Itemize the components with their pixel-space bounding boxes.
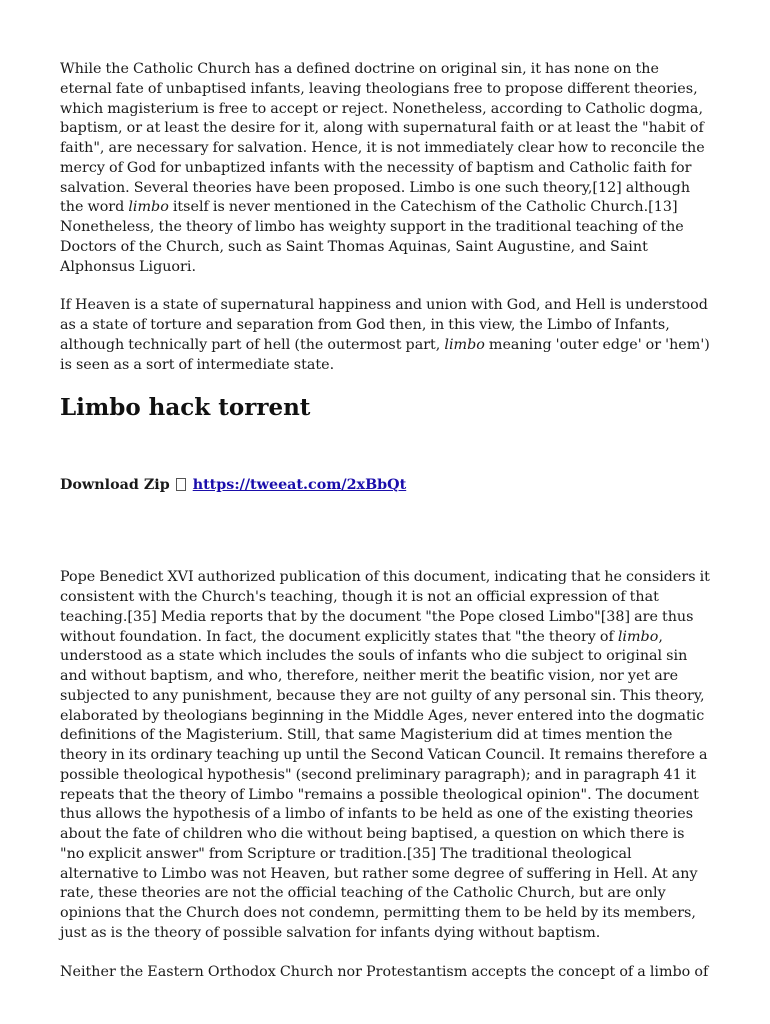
italic-limbo: limbo <box>128 199 169 216</box>
paragraph-text: Pope Benedict XVI authorized publication of this document, indicating that he considers it consistent with the Church's teaching, though it is not an official expression of that teaching.[35] Media reports that by the document "the Pope closed Limbo"[38] are thus without foundation. In fact, the document explicitly states that "the theory of <box>60 569 710 645</box>
paragraph-pope-benedict <box>60 568 710 943</box>
download-line <box>60 475 710 495</box>
paragraph-original-sin <box>60 60 710 277</box>
arrow-icon <box>176 478 186 491</box>
paragraph-eastern-orthodox: Neither the Eastern Orthodox Church nor Protestantism accepts the concept of a limbo of <box>60 963 709 980</box>
italic-limbo: limbo <box>617 628 659 645</box>
italic-limbo: limbo <box>444 336 485 353</box>
paragraph-text: While the Catholic Church has a defined doctrine on original sin, it has none on the eternal fate of unbaptised infants, leaving theologians free to propose different theories, which magisterium is free to accept or reject. Nonetheless, according to Catholic dogma, baptism, or at least the desire for it, along with supernatural faith or at least the "habit of faith", are necessary for salvation. Hence, it is not immediately clear how to reconcile the mercy of God for unbaptized infants with the necessity of baptism and Catholic faith for salvation. Several theories have been proposed. Limbo is one such theory,[12] although the word <box>60 61 705 216</box>
download-label: Download Zip <box>60 477 170 494</box>
paragraph-text: , understood as a state which includes the souls of infants who die subject to original sin and without baptism, and who, therefore, neither merit the beatific vision, nor yet are subjected to any punishment, because they are not guilty of any personal sin. This theory, elaborated by theologians beginning in the Middle Ages, never entered into the dogmatic definitions of the Magisterium. Still, that same Magisterium did at times mention the theory in its ordinary teaching up until the Second Vatican Council. It remains therefore a possible theological hypothesis" (second preliminary paragraph); and in paragraph 41 it repeats that the theory of Limbo "remains a possible theological opinion". The document thus allows the hypothesis of a limbo of infants to be held as one of the existing theories about the fate of children who die without being baptised, a question on which there is "no explicit answer" from Scripture or tradition.[35] The traditional theological alternative to Limbo was not Heaven, but rather some degree of suffering in Hell. At any rate, these theories are not the official teaching of the Catholic Church, but are only opinions that the Church does not condemn, permitting them to be held by its members, just as is the theory of possible salvation for infants dying without baptism. <box>60 628 708 941</box>
download-link[interactable]: https://tweeat.com/2xBbQt <box>192 477 407 494</box>
paragraph-heaven-hell <box>60 296 710 375</box>
paragraph-text: itself is never mentioned in the Catechism of the Catholic Church.[13] Nonetheless, the theory of limbo has weighty support in the traditional teaching of the Doctors of the Church, such as Saint Thomas Aquinas, Saint Augustine, and Saint Alphonsus Liguori. <box>60 199 684 275</box>
page-title: Limbo hack torrent <box>60 394 311 422</box>
paragraph-text: meaning 'outer edge' or 'hem') is seen as a sort of intermediate state. <box>60 336 710 373</box>
paragraph-text: If Heaven is a state of supernatural happiness and union with God, and Hell is understood as a state of torture and separation from God then, in this view, the Limbo of Infants, although technically part of hell (the outermost part, <box>60 297 708 353</box>
